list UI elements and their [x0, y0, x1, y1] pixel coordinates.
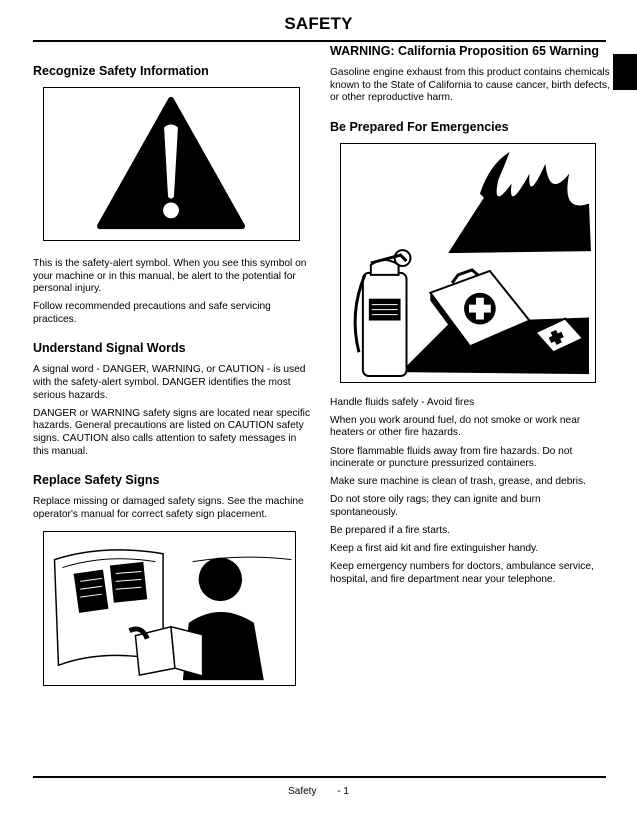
signal-paragraph: A signal word - DANGER, WARNING, or CAUTION - is used with the safety-alert symbol. DANGER identifies the most serious hazards.	[33, 364, 306, 401]
operator-reading-manual-illustration	[44, 532, 295, 685]
section-edge-tab	[613, 54, 637, 90]
replace-paragraph: Replace missing or damaged safety signs. See the machine operator's manual for correct safety sign placement.	[33, 496, 304, 520]
replace-heading: Replace Safety Signs	[33, 473, 160, 488]
prop65-heading: WARNING: California Proposition 65 Warning	[330, 44, 599, 58]
emergencies-paragraph: Store flammable fluids away from fire hazards. Do not incinerate or puncture pressurized containers.	[330, 445, 573, 470]
safety-signs-figure	[43, 531, 296, 686]
emergency-equipment-figure	[340, 143, 596, 383]
signal-paragraph: DANGER or WARNING safety signs are located near specific hazards. General precautions are listed on CAUTION safety signs. CAUTION also calls attention to safety messages in this manual.	[33, 407, 311, 457]
recognize-safety-section	[33, 64, 311, 326]
signal-words-section	[33, 341, 311, 458]
footer-rule	[33, 776, 606, 778]
emergencies-section	[330, 120, 610, 587]
signal-heading: Understand Signal Words	[33, 341, 186, 356]
emergencies-heading: Be Prepared For Emergencies	[330, 119, 509, 134]
left-column	[33, 64, 311, 686]
recognize-paragraph: Follow recommended precautions and safe servicing practices.	[33, 301, 271, 325]
recognize-heading: Recognize Safety Information	[33, 64, 209, 78]
emergencies-paragraph: Make sure machine is clean of trash, grease, and debris.	[330, 476, 586, 488]
page-title: SAFETY	[284, 14, 353, 33]
prop65-paragraph: Gasoline engine exhaust from this product contains chemicals known to the State of California to cause cancer, birth defects, or other reproductive harm.	[330, 67, 610, 104]
emergencies-paragraph: When you work around fuel, do not smoke or work near heaters or other fire hazards.	[330, 414, 581, 439]
footer-page-number: - 1	[337, 786, 349, 797]
footer-section: Safety	[288, 786, 317, 797]
emergencies-paragraph: Be prepared if a fire starts.	[330, 525, 451, 537]
recognize-paragraph: This is the safety-alert symbol. When you see this symbol on your machine or in this manual, be alert to the potential for personal injury.	[33, 258, 307, 295]
emergencies-paragraph: Do not store oily rags; they can ignite and burn spontaneously.	[330, 494, 541, 518]
safety-alert-icon	[44, 88, 299, 240]
emergencies-paragraph: Keep a first aid kit and fire extinguisher handy.	[330, 543, 539, 555]
replace-signs-section	[33, 473, 311, 686]
emergencies-paragraph: Handle fluids safely - Avoid fires	[330, 396, 475, 408]
header-rule	[33, 40, 606, 42]
safety-alert-figure	[43, 87, 300, 241]
emergencies-paragraph: Keep emergency numbers for doctors, ambulance service, hospital, and fire department near your telephone.	[330, 561, 594, 585]
prop65-section	[330, 44, 610, 105]
right-column	[330, 44, 610, 592]
page-footer	[0, 786, 637, 797]
fire-extinguisher-and-first-aid-illustration	[341, 144, 595, 382]
